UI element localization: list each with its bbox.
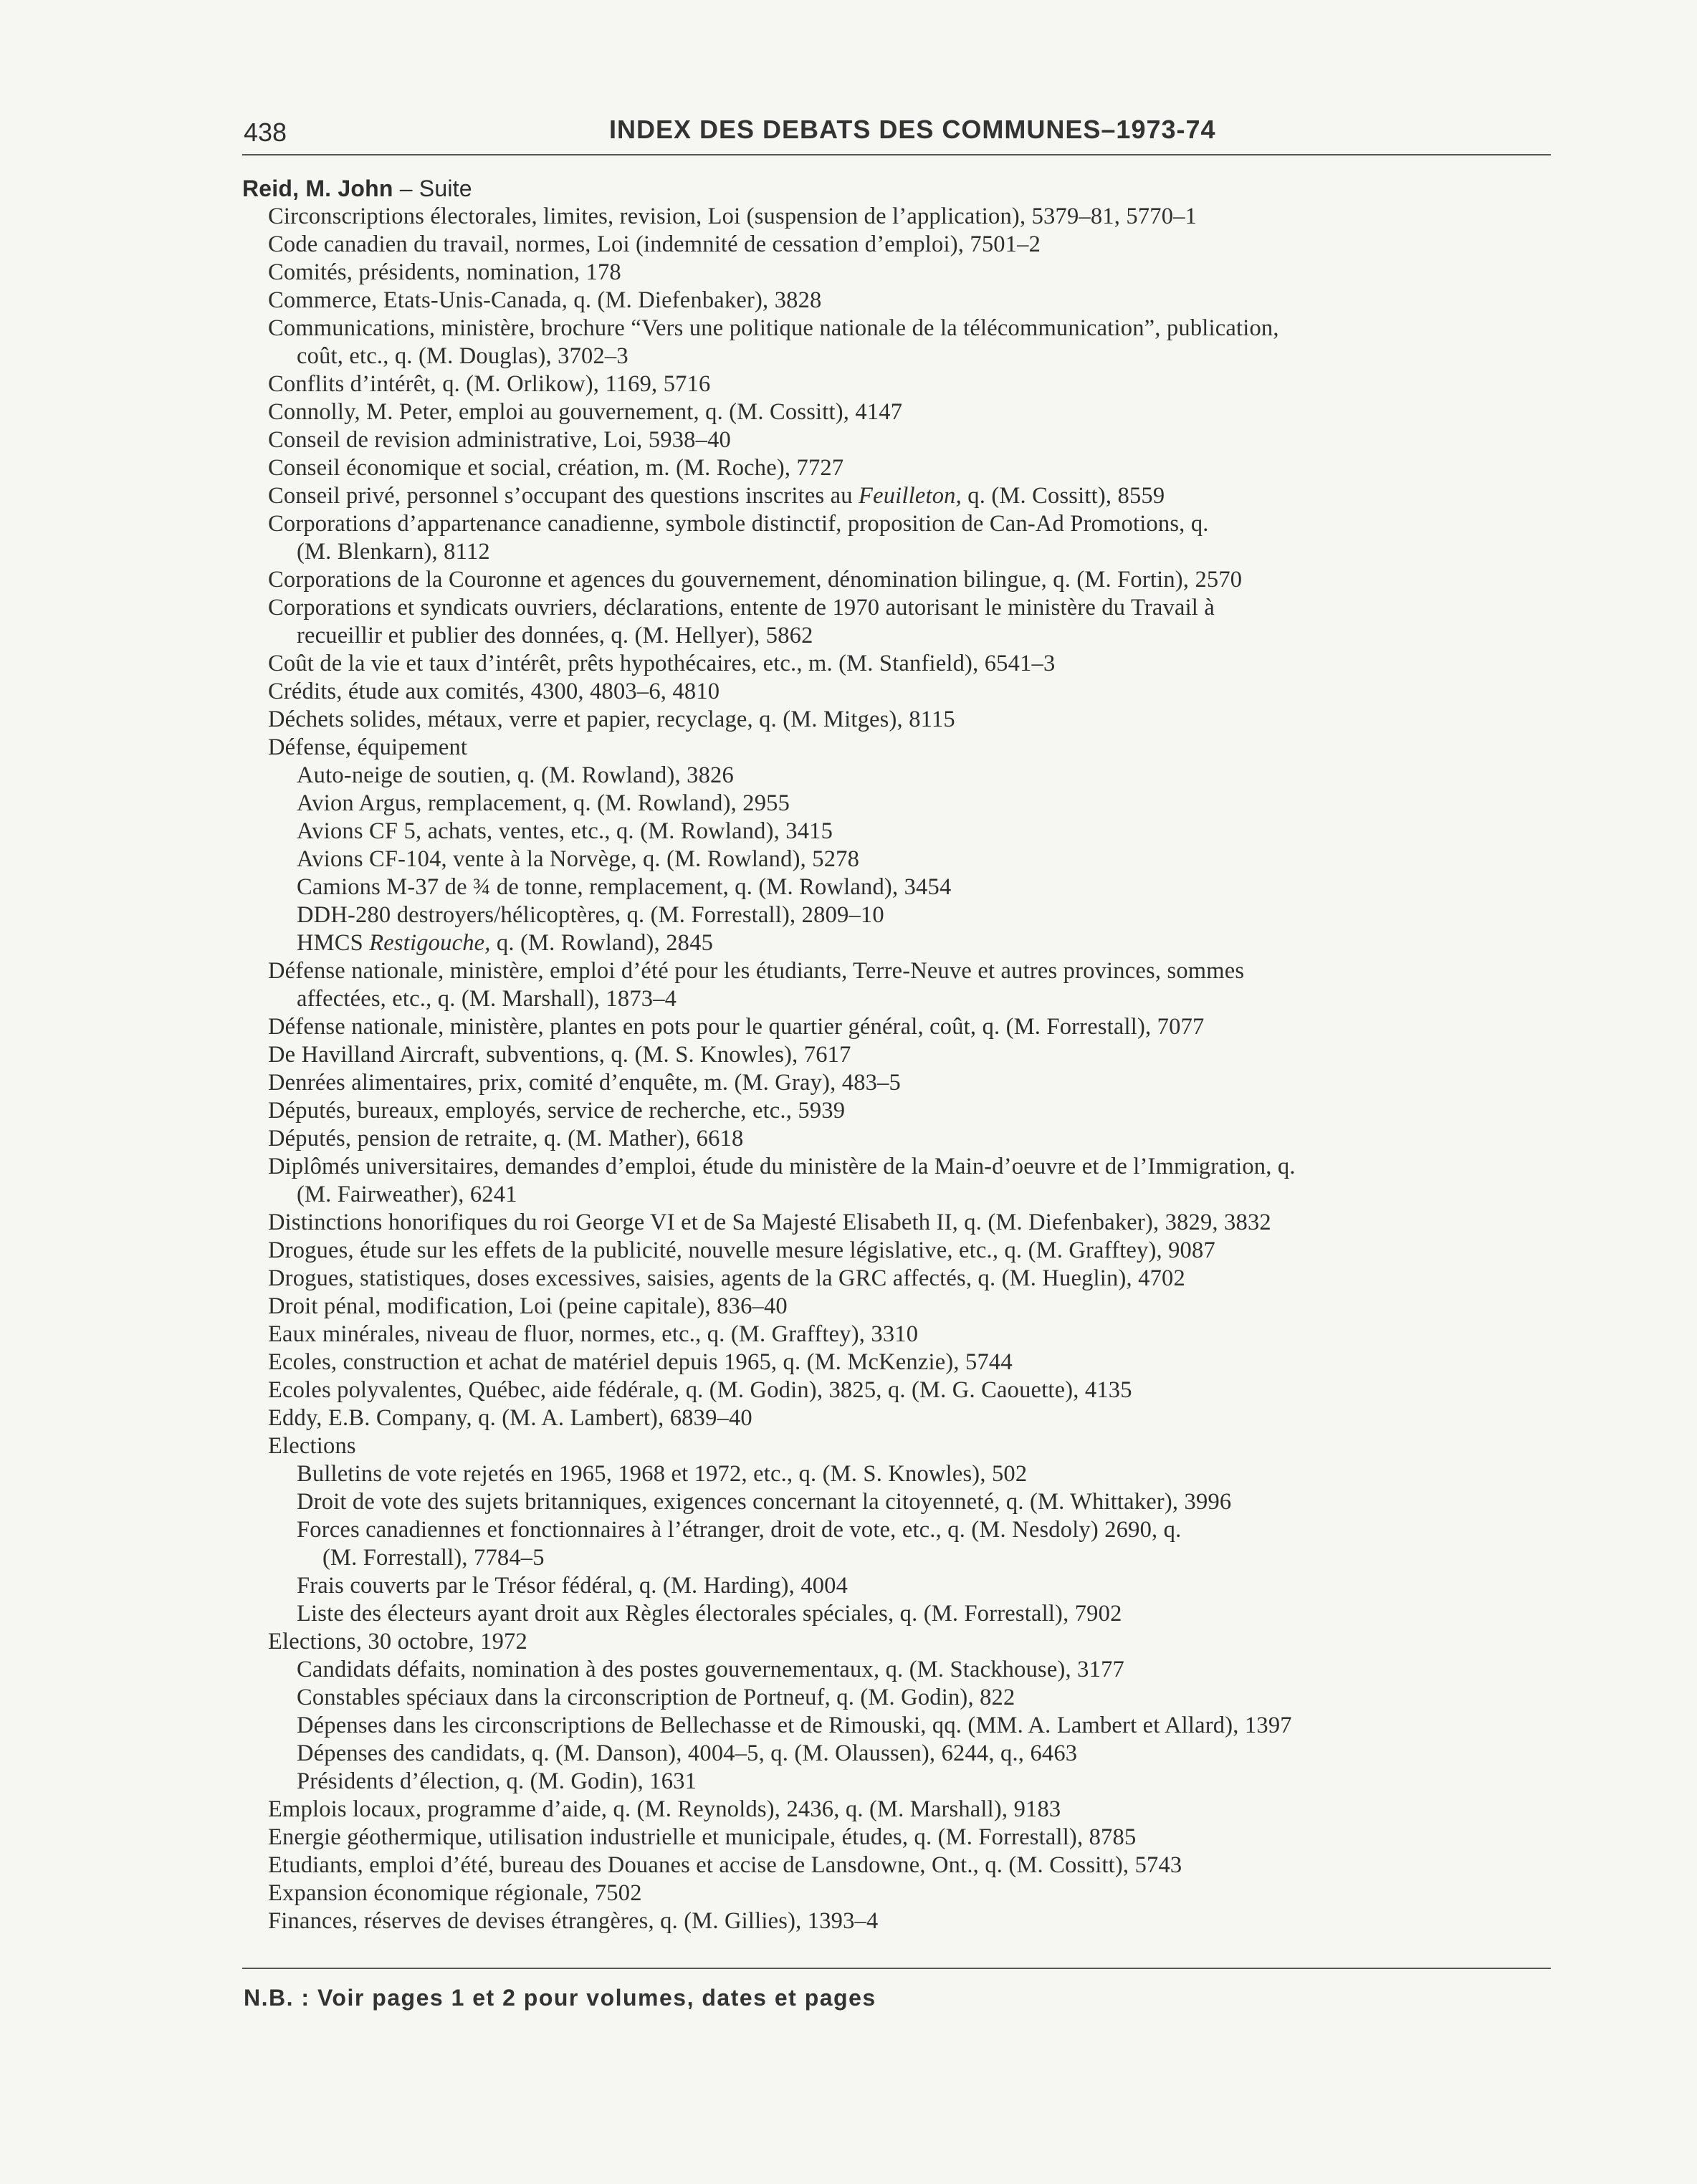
index-entry: Droit pénal, modification, Loi (peine capitale), 836–40 — [268, 1293, 788, 1319]
index-entry: Conseil de revision administrative, Loi, 5938–40 — [268, 427, 731, 453]
index-entry: Eaux minérales, niveau de fluor, normes, etc., q. (M. Grafftey), 3310 — [268, 1321, 919, 1347]
index-entry: De Havilland Aircraft, subventions, q. (M. S. Knowles), 7617 — [268, 1042, 851, 1068]
index-entry-continuation: (M. Blenkarn), 8112 — [297, 539, 490, 565]
index-subentry: Camions M-37 de ¾ de tonne, remplacement, q. (M. Rowland), 3454 — [297, 874, 952, 900]
index-subentry: Présidents d’élection, q. (M. Godin), 1631 — [297, 1768, 697, 1794]
index-subentry: Avions CF 5, achats, ventes, etc., q. (M. Rowland), 3415 — [297, 818, 833, 844]
index-entry: Corporations de la Couronne et agences du gouvernement, dénomination bilingue, q. (M. Fortin), 2570 — [268, 567, 1243, 593]
index-subentry: Candidats défaits, nomination à des postes gouvernementaux, q. (M. Stackhouse), 3177 — [297, 1657, 1124, 1682]
index-subentry: Avions CF-104, vente à la Norvège, q. (M. Rowland), 5278 — [297, 846, 860, 872]
heading-name: Reid, M. John — [242, 176, 393, 201]
bottom-rule — [242, 1968, 1551, 1969]
index-subentry: Constables spéciaux dans la circonscription de Portneuf, q. (M. Godin), 822 — [297, 1685, 1015, 1710]
index-entry-continuation: recueillir et publier des données, q. (M. Hellyer), 5862 — [297, 623, 813, 648]
index-entry: Finances, réserves de devises étrangères, q. (M. Gillies), 1393–4 — [268, 1908, 879, 1934]
index-entry: Députés, pension de retraite, q. (M. Mather), 6618 — [268, 1126, 744, 1151]
index-entry: Denrées alimentaires, prix, comité d’enquête, m. (M. Gray), 483–5 — [268, 1070, 901, 1096]
index-entry: Députés, bureaux, employés, service de recherche, etc., 5939 — [268, 1098, 846, 1124]
index-entry: Conseil économique et social, création, m. (M. Roche), 7727 — [268, 455, 844, 481]
index-subentry: Avion Argus, remplacement, q. (M. Rowland), 2955 — [297, 790, 790, 816]
index-entry-continuation: coût, etc., q. (M. Douglas), 3702–3 — [297, 343, 628, 369]
index-subentry: Frais couverts par le Trésor fédéral, q. (M. Harding), 4004 — [297, 1573, 848, 1599]
index-entry: Connolly, M. Peter, emploi au gouvernement, q. (M. Cossitt), 4147 — [268, 399, 903, 425]
running-head: INDEX DES DEBATS DES COMMUNES–1973-74 — [609, 115, 1216, 144]
index-subentry: DDH-280 destroyers/hélicoptères, q. (M. Forrestall), 2809–10 — [297, 902, 884, 928]
page-number: 438 — [244, 118, 287, 147]
index-entry: Diplômés universitaires, demandes d’emploi, étude du ministère de la Main-d’oeuvre et de l’Immigration, q. — [268, 1154, 1296, 1179]
index-entry: Commerce, Etats-Unis-Canada, q. (M. Diefenbaker), 3828 — [268, 287, 822, 313]
heading-suite: – Suite — [393, 176, 472, 201]
index-subentry: Liste des électeurs ayant droit aux Règles électorales spéciales, q. (M. Forrestall), 7902 — [297, 1601, 1122, 1627]
index-subentry: Auto-neige de soutien, q. (M. Rowland), 3826 — [297, 762, 734, 788]
index-entry-continuation: (M. Fairweather), 6241 — [297, 1182, 517, 1207]
index-entry: Expansion économique régionale, 7502 — [268, 1880, 642, 1906]
footer-note: N.B. : Voir pages 1 et 2 pour volumes, dates et pages — [244, 1985, 876, 2011]
index-subentry-continuation: (M. Forrestall), 7784–5 — [322, 1545, 545, 1571]
index-entry: Conflits d’intérêt, q. (M. Orlikow), 1169, 5716 — [268, 371, 711, 397]
index-entry: Défense, équipement — [268, 734, 468, 760]
entry-text: Conseil privé, personnel s’occupant des questions inscrites au — [268, 483, 859, 509]
index-entry: Défense nationale, ministère, emploi d’été pour les étudiants, Terre-Neuve et autres provinces, sommes — [268, 958, 1245, 984]
index-entry: Distinctions honorifiques du roi George VI et de Sa Majesté Elisabeth II, q. (M. Diefenbaker), 3829, 3832 — [268, 1210, 1271, 1235]
index-entry: Code canadien du travail, normes, Loi (indemnité de cessation d’emploi), 7501–2 — [268, 231, 1041, 257]
index-entry: Eddy, E.B. Company, q. (M. A. Lambert), 6839–40 — [268, 1405, 752, 1431]
index-entry: Coût de la vie et taux d’intérêt, prêts hypothécaires, etc., m. (M. Stanfield), 6541–3 — [268, 651, 1056, 676]
entry-text: q. (M. Rowland), 2845 — [490, 930, 714, 956]
index-entry: Corporations et syndicats ouvriers, déclarations, entente de 1970 autorisant le ministère du Travail à — [268, 595, 1215, 621]
index-subentry: Dépenses des candidats, q. (M. Danson), 4004–5, q. (M. Olaussen), 6244, q., 6463 — [297, 1740, 1078, 1766]
entry-italic: Restigouche, — [369, 930, 491, 956]
index-subentry — [242, 929, 1575, 957]
index-entry — [242, 482, 1575, 510]
index-entries — [242, 175, 1575, 1935]
page-header — [244, 115, 1548, 155]
index-subentry: Bulletins de vote rejetés en 1965, 1968 et 1972, etc., q. (M. S. Knowles), 502 — [297, 1461, 1028, 1487]
index-subentry: Dépenses dans les circonscriptions de Bellechasse et de Rimouski, qq. (MM. A. Lambert et Allard), 1397 — [297, 1713, 1292, 1738]
index-entry: Comités, présidents, nomination, 178 — [268, 259, 621, 285]
index-entry-continuation: affectées, etc., q. (M. Marshall), 1873–4 — [297, 986, 677, 1012]
index-entry: Etudiants, emploi d’été, bureau des Douanes et accise de Lansdowne, Ont., q. (M. Cossitt), 5743 — [268, 1852, 1182, 1878]
index-entry: Corporations d’appartenance canadienne, symbole distinctif, proposition de Can-Ad Promotions, q. — [268, 511, 1209, 537]
index-entry: Energie géothermique, utilisation industrielle et municipale, études, q. (M. Forrestall), 8785 — [268, 1824, 1137, 1850]
entry-text: HMCS — [297, 930, 370, 956]
entry-italic: Feuilleton, — [859, 483, 962, 509]
index-entry: Ecoles, construction et achat de matériel depuis 1965, q. (M. McKenzie), 5744 — [268, 1349, 1013, 1375]
index-entry: Drogues, statistiques, doses excessives, saisies, agents de la GRC affectés, q. (M. Hueglin), 4702 — [268, 1265, 1185, 1291]
index-entry: Drogues, étude sur les effets de la publicité, nouvelle mesure législative, etc., q. (M. Grafftey), 9087 — [268, 1237, 1215, 1263]
index-entry: Communications, ministère, brochure “Vers une politique nationale de la télécommunication”, publication, — [268, 315, 1279, 341]
entry-text: q. (M. Cossitt), 8559 — [961, 483, 1165, 509]
index-subentry: Forces canadiennes et fonctionnaires à l’étranger, droit de vote, etc., q. (M. Nesdoly) 2690, q. — [297, 1517, 1182, 1543]
index-entry: Déchets solides, métaux, verre et papier, recyclage, q. (M. Mitges), 8115 — [268, 707, 955, 732]
index-entry: Elections — [268, 1433, 356, 1459]
index-entry: Circonscriptions électorales, limites, revision, Loi (suspension de l’application), 5379–81, 5770–1 — [268, 203, 1198, 229]
index-entry: Ecoles polyvalentes, Québec, aide fédérale, q. (M. Godin), 3825, q. (M. G. Caouette), 4135 — [268, 1377, 1132, 1403]
top-rule — [242, 154, 1551, 155]
index-heading — [242, 175, 1575, 203]
index-entry: Emplois locaux, programme d’aide, q. (M. Reynolds), 2436, q. (M. Marshall), 9183 — [268, 1796, 1061, 1822]
index-subentry: Droit de vote des sujets britanniques, exigences concernant la citoyenneté, q. (M. Whittaker), 3996 — [297, 1489, 1232, 1515]
index-entry: Crédits, étude aux comités, 4300, 4803–6, 4810 — [268, 679, 720, 704]
index-entry: Elections, 30 octobre, 1972 — [268, 1629, 527, 1654]
index-entry: Défense nationale, ministère, plantes en pots pour le quartier général, coût, q. (M. Forrestall), 7077 — [268, 1014, 1205, 1040]
